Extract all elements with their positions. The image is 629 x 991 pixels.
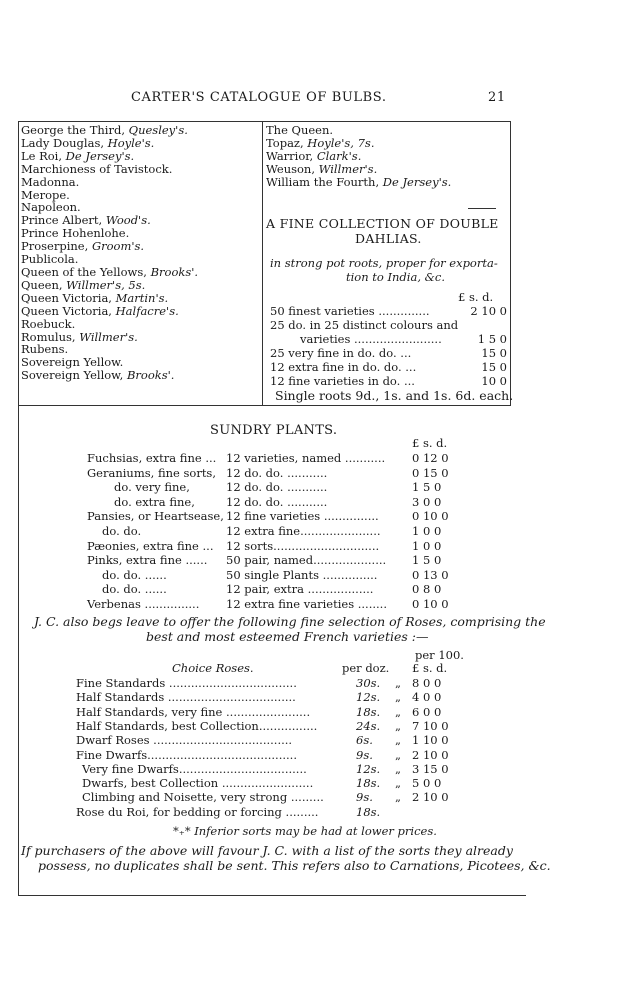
rose-row-price: 7 10 0 [412, 718, 449, 733]
rose-row-price: 2 10 0 [412, 790, 449, 805]
rose-row-per-doz: 18s. [356, 704, 381, 719]
variety-name: Queen of the Yellows, [21, 264, 147, 279]
grower-name: Hoyle's, 7s. [307, 135, 375, 150]
variety-name: Weuson, [266, 161, 315, 176]
sundry-row-qty: 12 varieties, named ........... [226, 451, 386, 465]
roses-per100-label: per 100. [415, 648, 464, 662]
sundry-row-name: do. do. ...... [102, 567, 167, 582]
rose-row-price: 5 0 0 [412, 776, 442, 791]
dahlia-row-desc: 12 extra fine in do. do. ... [270, 360, 417, 374]
short-rule [468, 208, 496, 209]
dahlias-title-line2: DAHLIAS. [355, 231, 422, 246]
rose-row-ditto: „ [395, 690, 401, 705]
rose-row-name: Dwarf Roses ...................................... [76, 733, 293, 748]
sundry-title: SUNDRY PLANTS. [210, 423, 338, 438]
grower-name: De Jersey's. [382, 174, 452, 189]
sundry-row-price: 1 5 0 [412, 553, 442, 568]
grower-name: Hoyle's. [107, 135, 155, 150]
rose-row-ditto: „ [395, 761, 401, 776]
rose-row-price: 8 0 0 [412, 676, 442, 690]
roses-intro-line1: J. C. also begs leave to offer the following fine selection of Roses, comprising the [34, 614, 546, 629]
rose-row-price: 6 0 0 [412, 704, 442, 719]
dahlia-row-desc: 12 fine varieties in do. ... [270, 374, 415, 388]
grower-name: Willmer's. [318, 161, 378, 176]
rose-row-ditto: „ [395, 676, 401, 690]
roses-per-doz-label: per doz. [342, 661, 390, 675]
grower-name: Willmer's, 5s. [66, 277, 146, 292]
grower-name: Wood's. [105, 213, 151, 228]
grower-name: Groom's. [91, 239, 145, 254]
sundry-row-name: do. do. [102, 524, 142, 538]
variety-name: Le Roi, [21, 148, 63, 163]
rose-row-name: Rose du Roi, for bedding or forcing ......... [76, 804, 319, 819]
sundry-row-price: 1 0 0 [412, 524, 442, 538]
rose-row-ditto: „ [395, 733, 401, 748]
rose-row-ditto: „ [395, 704, 401, 719]
rose-row-per-doz: 6s. [356, 733, 373, 748]
sundry-row-name: Verbenas ............... [87, 597, 200, 611]
dahlia-row-desc: 25 very fine in do. do. ... [270, 346, 412, 360]
rose-row-name: Dwarfs, best Collection ......................... [82, 776, 314, 791]
sundry-row-price: 0 10 0 [412, 597, 449, 611]
rose-row-ditto: „ [395, 718, 401, 733]
sundry-row-qty: 12 sorts............................. [226, 538, 380, 553]
top-rule [18, 121, 511, 122]
dahlia-row-desc: 25 do. in 25 distinct colours and [270, 318, 459, 332]
variety-name: Queen Victoria, [21, 303, 112, 318]
bottom-rule [18, 895, 526, 896]
variety-name: Lady Douglas, [21, 135, 105, 150]
variety-name: Topaz, [266, 135, 304, 150]
dahlias-subtitle-line1: in strong pot roots, proper for exporta- [270, 256, 498, 270]
sundry-row-price: 1 5 0 [412, 480, 442, 495]
grower-name: Halfacre's. [115, 303, 179, 318]
page-number: 21 [488, 90, 506, 105]
sundry-row-price: 3 0 0 [412, 494, 442, 509]
sundry-row-price: 0 8 0 [412, 582, 442, 597]
sundry-row-price: 0 13 0 [412, 567, 449, 582]
variety-name: Merope. [21, 187, 70, 202]
variety-name: William the Fourth, [266, 174, 380, 189]
rose-row-per-doz: 9s. [356, 790, 373, 805]
rose-row-per-doz: 9s. [356, 747, 373, 762]
roses-intro-line2: best and most esteemed French varieties :— [146, 629, 429, 644]
variety-name: Queen, [21, 277, 63, 292]
variety-name: The Queen. [266, 123, 334, 137]
rose-row-per-doz: 18s. [356, 804, 381, 819]
variety-name: Rubens. [21, 342, 69, 357]
rose-row-per-doz: 24s. [356, 718, 381, 733]
variety-name: Marchioness of Tavistock. [21, 161, 173, 176]
grower-name: Brooks'. [126, 368, 175, 383]
grower-name: Clark's. [316, 148, 362, 163]
sundry-row-price: 0 12 0 [412, 451, 449, 465]
right-border [510, 121, 511, 405]
variety-name: Queen Victoria, [21, 290, 112, 305]
page-title: CARTER'S CATALOGUE OF BULBS. [131, 90, 387, 105]
variety-name: Prince Hohenlohe. [21, 226, 130, 241]
variety-name: Napoleon. [21, 200, 81, 215]
dahlia-row-desc: 50 finest varieties .............. [270, 304, 430, 318]
dahlias-title-line1: A FINE COLLECTION OF DOUBLE [266, 216, 499, 231]
sundry-row-qty: 12 do. do. ........... [226, 465, 328, 480]
dahlias-single-roots: Single roots 9d., 1s. and 1s. 6d. each. [275, 388, 514, 403]
variety-name: Sovereign Yellow, [21, 368, 124, 383]
dahlia-row-price: 1 5 0 [477, 332, 507, 346]
dahlias-currency-header: £ s. d. [458, 290, 494, 304]
variety-name: Publicola. [21, 252, 79, 267]
rose-row-price: 2 10 0 [412, 747, 449, 762]
footer-line2: possess, no duplicates shall be sent. This refers also to Carnations, Picotees, &c. [38, 858, 551, 873]
sundry-row-qty: 12 do. do. ........... [226, 494, 328, 509]
sundry-currency-header: £ s. d. [412, 436, 448, 450]
footer-line1: If purchasers of the above will favour J. C. with a list of the sorts they already [21, 843, 513, 858]
variety-name: Prince Albert, [21, 213, 103, 228]
rose-row-name: Fine Dwarfs......................................... [76, 747, 297, 762]
rose-row-ditto: „ [395, 776, 401, 791]
left-border [18, 121, 19, 896]
grower-name: Martin's. [115, 290, 169, 305]
variety-name: George the Third, [21, 123, 125, 137]
column-divider [262, 121, 263, 405]
rose-row-name: Very fine Dwarfs................................... [82, 761, 307, 776]
sundry-row-price: 0 15 0 [412, 465, 449, 480]
right-variety-list [266, 124, 451, 189]
sundry-row-qty: 50 single Plants ............... [226, 567, 378, 582]
rose-row-per-doz: 30s. [356, 676, 381, 690]
sundry-row-qty: 12 pair, extra .................. [226, 582, 374, 597]
rose-row-name: Half Standards ................................... [76, 690, 296, 705]
rose-row-price: 3 15 0 [412, 761, 449, 776]
grower-name: Willmer's. [79, 329, 138, 344]
left-variety-list [21, 124, 198, 382]
sundry-row-name: Pansies, or Heartsease, [87, 509, 224, 524]
rose-row-price: 1 10 0 [412, 733, 449, 748]
sundry-row-name: Geraniums, fine sorts, [87, 465, 216, 480]
sundry-row-qty: 12 fine varieties ............... [226, 509, 379, 524]
sundry-row-name: do. do. ...... [102, 582, 167, 597]
mid-rule [18, 405, 511, 406]
rose-row-name: Half Standards, very fine ....................... [76, 704, 311, 719]
list-item [21, 369, 198, 382]
list-item [266, 176, 451, 189]
grower-name: Quesley's. [128, 123, 188, 137]
rose-row-name: Half Standards, best Collection................ [76, 718, 318, 733]
sundry-row-name: do. very fine, [114, 480, 190, 495]
roses-choice-label: Choice Roses. [172, 661, 254, 675]
sundry-row-name: do. extra fine, [114, 494, 195, 509]
roses-currency-header: £ s. d. [412, 661, 448, 675]
sundry-row-qty: 12 extra fine varieties ........ [226, 597, 387, 611]
variety-name: Roebuck. [21, 316, 76, 331]
variety-name: Warrior, [266, 148, 314, 163]
sundry-row-qty: 12 extra fine...................... [226, 524, 381, 538]
sundry-row-qty: 50 pair, named.................... [226, 553, 387, 568]
variety-name: Proserpine, [21, 239, 89, 254]
rose-row-ditto: „ [395, 747, 401, 762]
dahlia-row-price: 2 10 0 [470, 304, 507, 318]
rose-row-name: Climbing and Noisette, very strong ......... [82, 790, 324, 805]
variety-name: Madonna. [21, 174, 80, 189]
rose-row-per-doz: 12s. [356, 690, 381, 705]
dahlia-row-price: 10 0 [481, 374, 507, 388]
dahlia-row-price: 15 0 [481, 346, 507, 360]
dahlias-subtitle-line2: tion to India, &c. [346, 270, 445, 284]
rose-row-per-doz: 12s. [356, 761, 381, 776]
dahlia-row-desc: varieties ........................ [300, 332, 442, 346]
rose-row-ditto: „ [395, 790, 401, 805]
sundry-row-price: 0 10 0 [412, 509, 449, 524]
grower-name: Brooks'. [150, 264, 199, 279]
grower-name: De Jersey's. [65, 148, 135, 163]
sundry-row-price: 1 0 0 [412, 538, 442, 553]
inferior-note: *₊* Inferior sorts may be had at lower prices. [173, 824, 437, 838]
variety-name: Romulus, [21, 329, 76, 344]
sundry-row-name: Fuchsias, extra fine ... [87, 451, 217, 465]
rose-row-per-doz: 18s. [356, 776, 381, 791]
sundry-row-qty: 12 do. do. ........... [226, 480, 328, 495]
rose-row-price: 4 0 0 [412, 690, 442, 705]
dahlia-row-price: 15 0 [481, 360, 507, 374]
variety-name: Sovereign Yellow. [21, 355, 124, 370]
rose-row-name: Fine Standards ................................... [76, 676, 297, 690]
sundry-row-name: Pæonies, extra fine ... [87, 538, 214, 553]
sundry-row-name: Pinks, extra fine ...... [87, 553, 208, 568]
